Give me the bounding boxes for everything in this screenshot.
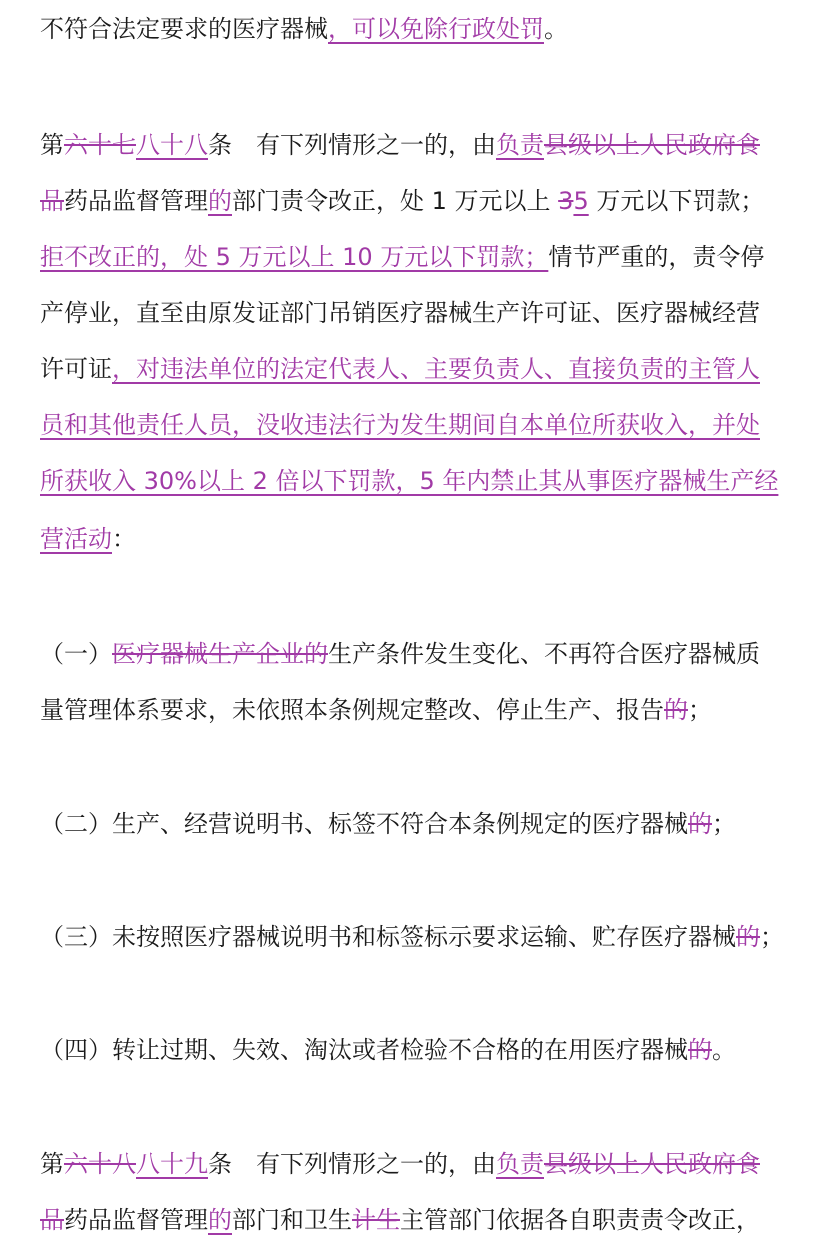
text-segment: 万元以下罚款； — [588, 187, 765, 215]
item-1-line — [40, 637, 760, 671]
deleted-text: 县级以上人民政府食 — [544, 1150, 760, 1178]
deleted-text: 的 — [688, 1036, 712, 1064]
text-segment: 药品监督管理 — [64, 1206, 208, 1234]
text-line — [40, 464, 778, 498]
text-line — [40, 296, 760, 330]
text-segment: （二）生产、经营说明书、标签不符合本条例规定的医疗器械 — [40, 810, 688, 838]
deleted-text: 医疗器械生产企业的 — [112, 640, 328, 668]
text-segment: ： — [112, 525, 136, 553]
text-segment: 生产条件发生变化、不再符合医疗器械质 — [328, 640, 760, 668]
deleted-text: 3 — [558, 187, 574, 215]
inserted-text: 八十八 — [136, 131, 208, 159]
text-line — [40, 693, 712, 727]
inserted-text: ，对违法单位的法定代表人、主要负责人、直接负责的主管人 — [112, 355, 760, 383]
text-line — [40, 408, 760, 442]
text-segment: ； — [760, 923, 784, 951]
text-segment: 产停业，直至由原发证部门吊销医疗器械生产许可证、医疗器械经营 — [40, 299, 760, 327]
text-segment: 情节严重的，责令停 — [548, 243, 765, 271]
text-segment: 部门责令改正，处 1 万元以上 — [232, 187, 559, 215]
inserted-text: 八十九 — [136, 1150, 208, 1178]
text-segment: 量管理体系要求，未依照本条例规定整改、停止生产、报告 — [40, 696, 664, 724]
article-88-heading-line — [40, 128, 760, 162]
deleted-text: 计生 — [352, 1206, 400, 1234]
text-segment: （一） — [40, 640, 112, 668]
text-line — [40, 12, 568, 46]
deleted-text: 品 — [40, 187, 64, 215]
text-segment: 条 有下列情形之一的，由 — [208, 131, 496, 159]
text-line — [40, 522, 136, 556]
inserted-text: 所获收入 30%以上 2 倍以下罚款，5 年内禁止其从事医疗器械生产经 — [40, 467, 779, 495]
inserted-text: ，可以免除行政处罚 — [328, 15, 544, 43]
inserted-text: 的 — [208, 1206, 232, 1234]
text-segment: 。 — [712, 1036, 736, 1064]
text-segment: ； — [712, 810, 736, 838]
text-segment: （三）未按照医疗器械说明书和标签标示要求运输、贮存医疗器械 — [40, 923, 736, 951]
deleted-text: 的 — [664, 696, 688, 724]
item-2-line — [40, 807, 736, 841]
text-segment: 部门和卫生 — [232, 1206, 352, 1234]
text-segment: ； — [688, 696, 712, 724]
item-4-line — [40, 1033, 736, 1067]
inserted-text: 负责 — [496, 1150, 544, 1178]
deleted-text: 品 — [40, 1206, 64, 1234]
inserted-text: 的 — [208, 187, 232, 215]
inserted-text: 员和其他责任人员，没收违法行为发生期间自本单位所获收入，并处 — [40, 411, 760, 439]
text-segment: 第 — [40, 131, 64, 159]
text-line — [40, 1203, 760, 1237]
text-line — [40, 352, 760, 386]
deleted-text: 县级以上人民政府食 — [544, 131, 760, 159]
inserted-text: 拒不改正的，处 5 万元以上 10 万元以下罚款； — [40, 243, 549, 271]
inserted-text: 5 — [573, 187, 589, 215]
inserted-text: 营活动 — [40, 525, 112, 553]
deleted-text: 的 — [736, 923, 760, 951]
text-line — [40, 240, 764, 274]
text-line — [40, 184, 764, 218]
text-segment: 药品监督管理 — [64, 187, 208, 215]
deleted-text: 六十八 — [64, 1150, 136, 1178]
text-segment: 许可证 — [40, 355, 112, 383]
text-segment: 主管部门依据各自职责责令改正， — [400, 1206, 760, 1234]
deleted-text: 六十七 — [64, 131, 136, 159]
text-segment: 。 — [544, 15, 568, 43]
inserted-text: 负责 — [496, 131, 544, 159]
text-segment: 不符合法定要求的医疗器械 — [40, 15, 328, 43]
deleted-text: 的 — [688, 810, 712, 838]
text-segment: （四）转让过期、失效、淘汰或者检验不合格的在用医疗器械 — [40, 1036, 688, 1064]
article-89-heading-line — [40, 1147, 760, 1181]
text-segment: 条 有下列情形之一的，由 — [208, 1150, 496, 1178]
item-3-line — [40, 920, 784, 954]
text-segment: 第 — [40, 1150, 64, 1178]
